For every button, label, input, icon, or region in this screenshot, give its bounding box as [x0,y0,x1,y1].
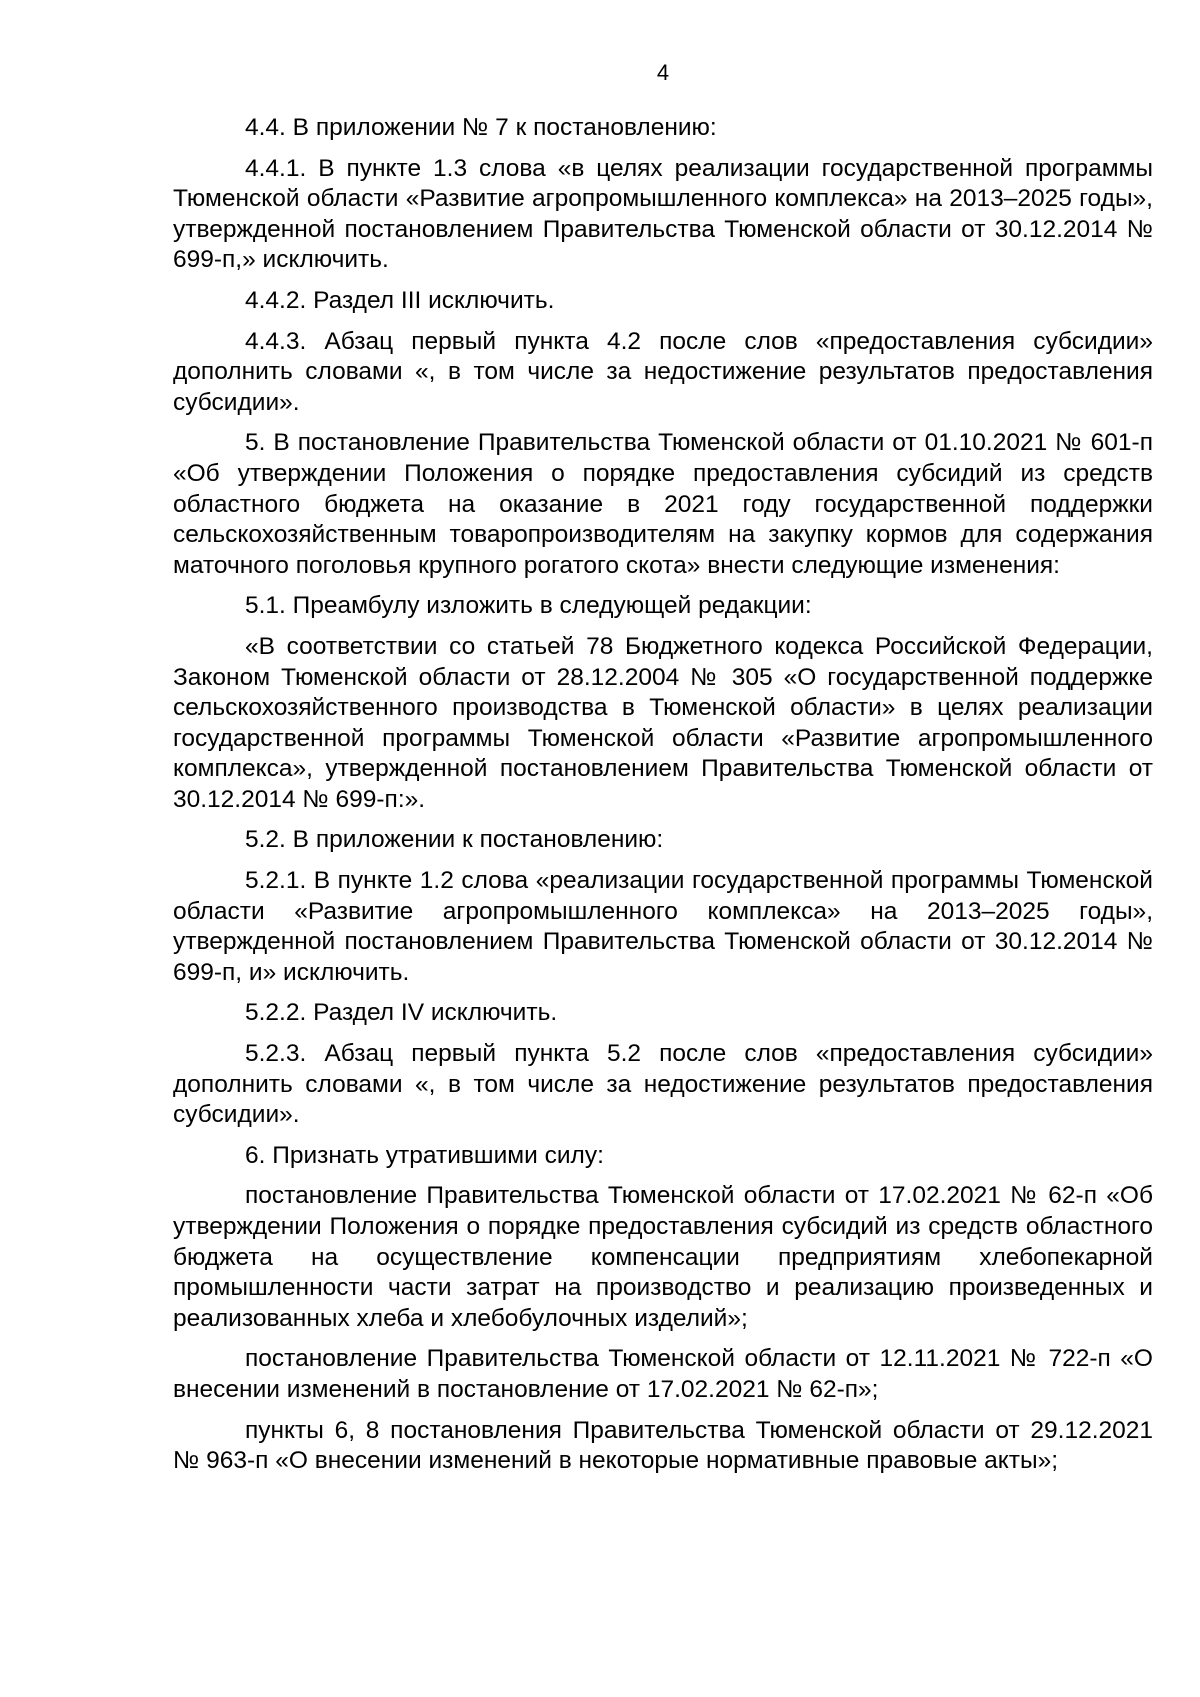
paragraph-4-4-3: 4.4.3. Абзац первый пункта 4.2 после слов «предоставления субсидии» дополнить словами «, в том числе за недостижение результатов предоставления субсидии». [173,327,1153,416]
paragraph-4-4-2: 4.4.2. Раздел III исключить. [245,286,555,314]
paragraph-4-4-1: 4.4.1. В пункте 1.3 слова «в целях реализации государственной программы Тюменской области «Развитие агропромышленного комплекса» на 2013–2025 годы», утвержденной постановлением Правительства Тюменской области от 30.12.2014 № 699-п,» исключить. [173,154,1153,274]
paragraph-5-2-2: 5.2.2. Раздел IV исключить. [245,999,558,1027]
paragraph-6-item-1: постановление Правительства Тюменской области от 17.02.2021 № 62-п «Об утверждении Положения о порядке предоставления субсидий из средств областного бюджета на осуществление компенсации предприятиям хлебопекарной промышленности части затрат на производство и реализацию произведенных и реализованных хлеба и хлебобулочных изделий»; [173,1182,1153,1332]
paragraph-6-item-2: постановление Правительства Тюменской области от 12.11.2021 № 722-п «О внесении изменений в постановление от 17.02.2021 № 62-п»; [173,1345,1153,1403]
paragraph-5-2-1: 5.2.1. В пункте 1.2 слова «реализации государственной программы Тюменской области «Развитие агропромышленного комплекса» на 2013–2025 годы», утвержденной постановлением Правительства Тюменской области от 30.12.2014 № 699-п, и» исключить. [173,867,1153,986]
paragraph-5-1-preamble: «В соответствии со статьей 78 Бюджетного кодекса Российской Федерации, Законом Тюменской области от 28.12.2004 № 305 «О государственной поддержке сельскохозяйственного производства в Тюменской области» в целях реализации государственной программы Тюменской области «Развитие агропромышленного комплекса», утвержденной постановлением Правительства Тюменской области от 30.12.2014 № 699-п:». [173,632,1153,813]
paragraph-5-2: 5.2. В приложении к постановлению: [245,826,664,854]
paragraph-5-2-3: 5.2.3. Абзац первый пункта 5.2 после слов «предоставления субсидии» дополнить словами «, в том числе за недостижение результатов предоставления субсидии». [173,1040,1153,1129]
page-number: 4 [656,60,670,85]
paragraph-5: 5. В постановление Правительства Тюменской области от 01.10.2021 № 601-п «Об утверждении Положения о порядке предоставления субсидий из средств областного бюджета на оказание в 2021 году государственной поддержки сельскохозяйственным товаропроизводителям на закупку кормов для содержания маточного поголовья крупного рогатого скота» внести следующие изменения: [173,429,1153,579]
paragraph-5-1: 5.1. Преамбулу изложить в следующей редакции: [245,592,812,620]
paragraph-6-item-3: пункты 6, 8 постановления Правительства Тюменской области от 29.12.2021 № 963-п «О внесении изменений в некоторые нормативные правовые акты»; [173,1416,1153,1475]
paragraph-4-4: 4.4. В приложении № 7 к постановлению: [245,114,717,141]
paragraph-6: 6. Признать утратившими силу: [245,1141,604,1169]
document-body [173,113,1153,1487]
